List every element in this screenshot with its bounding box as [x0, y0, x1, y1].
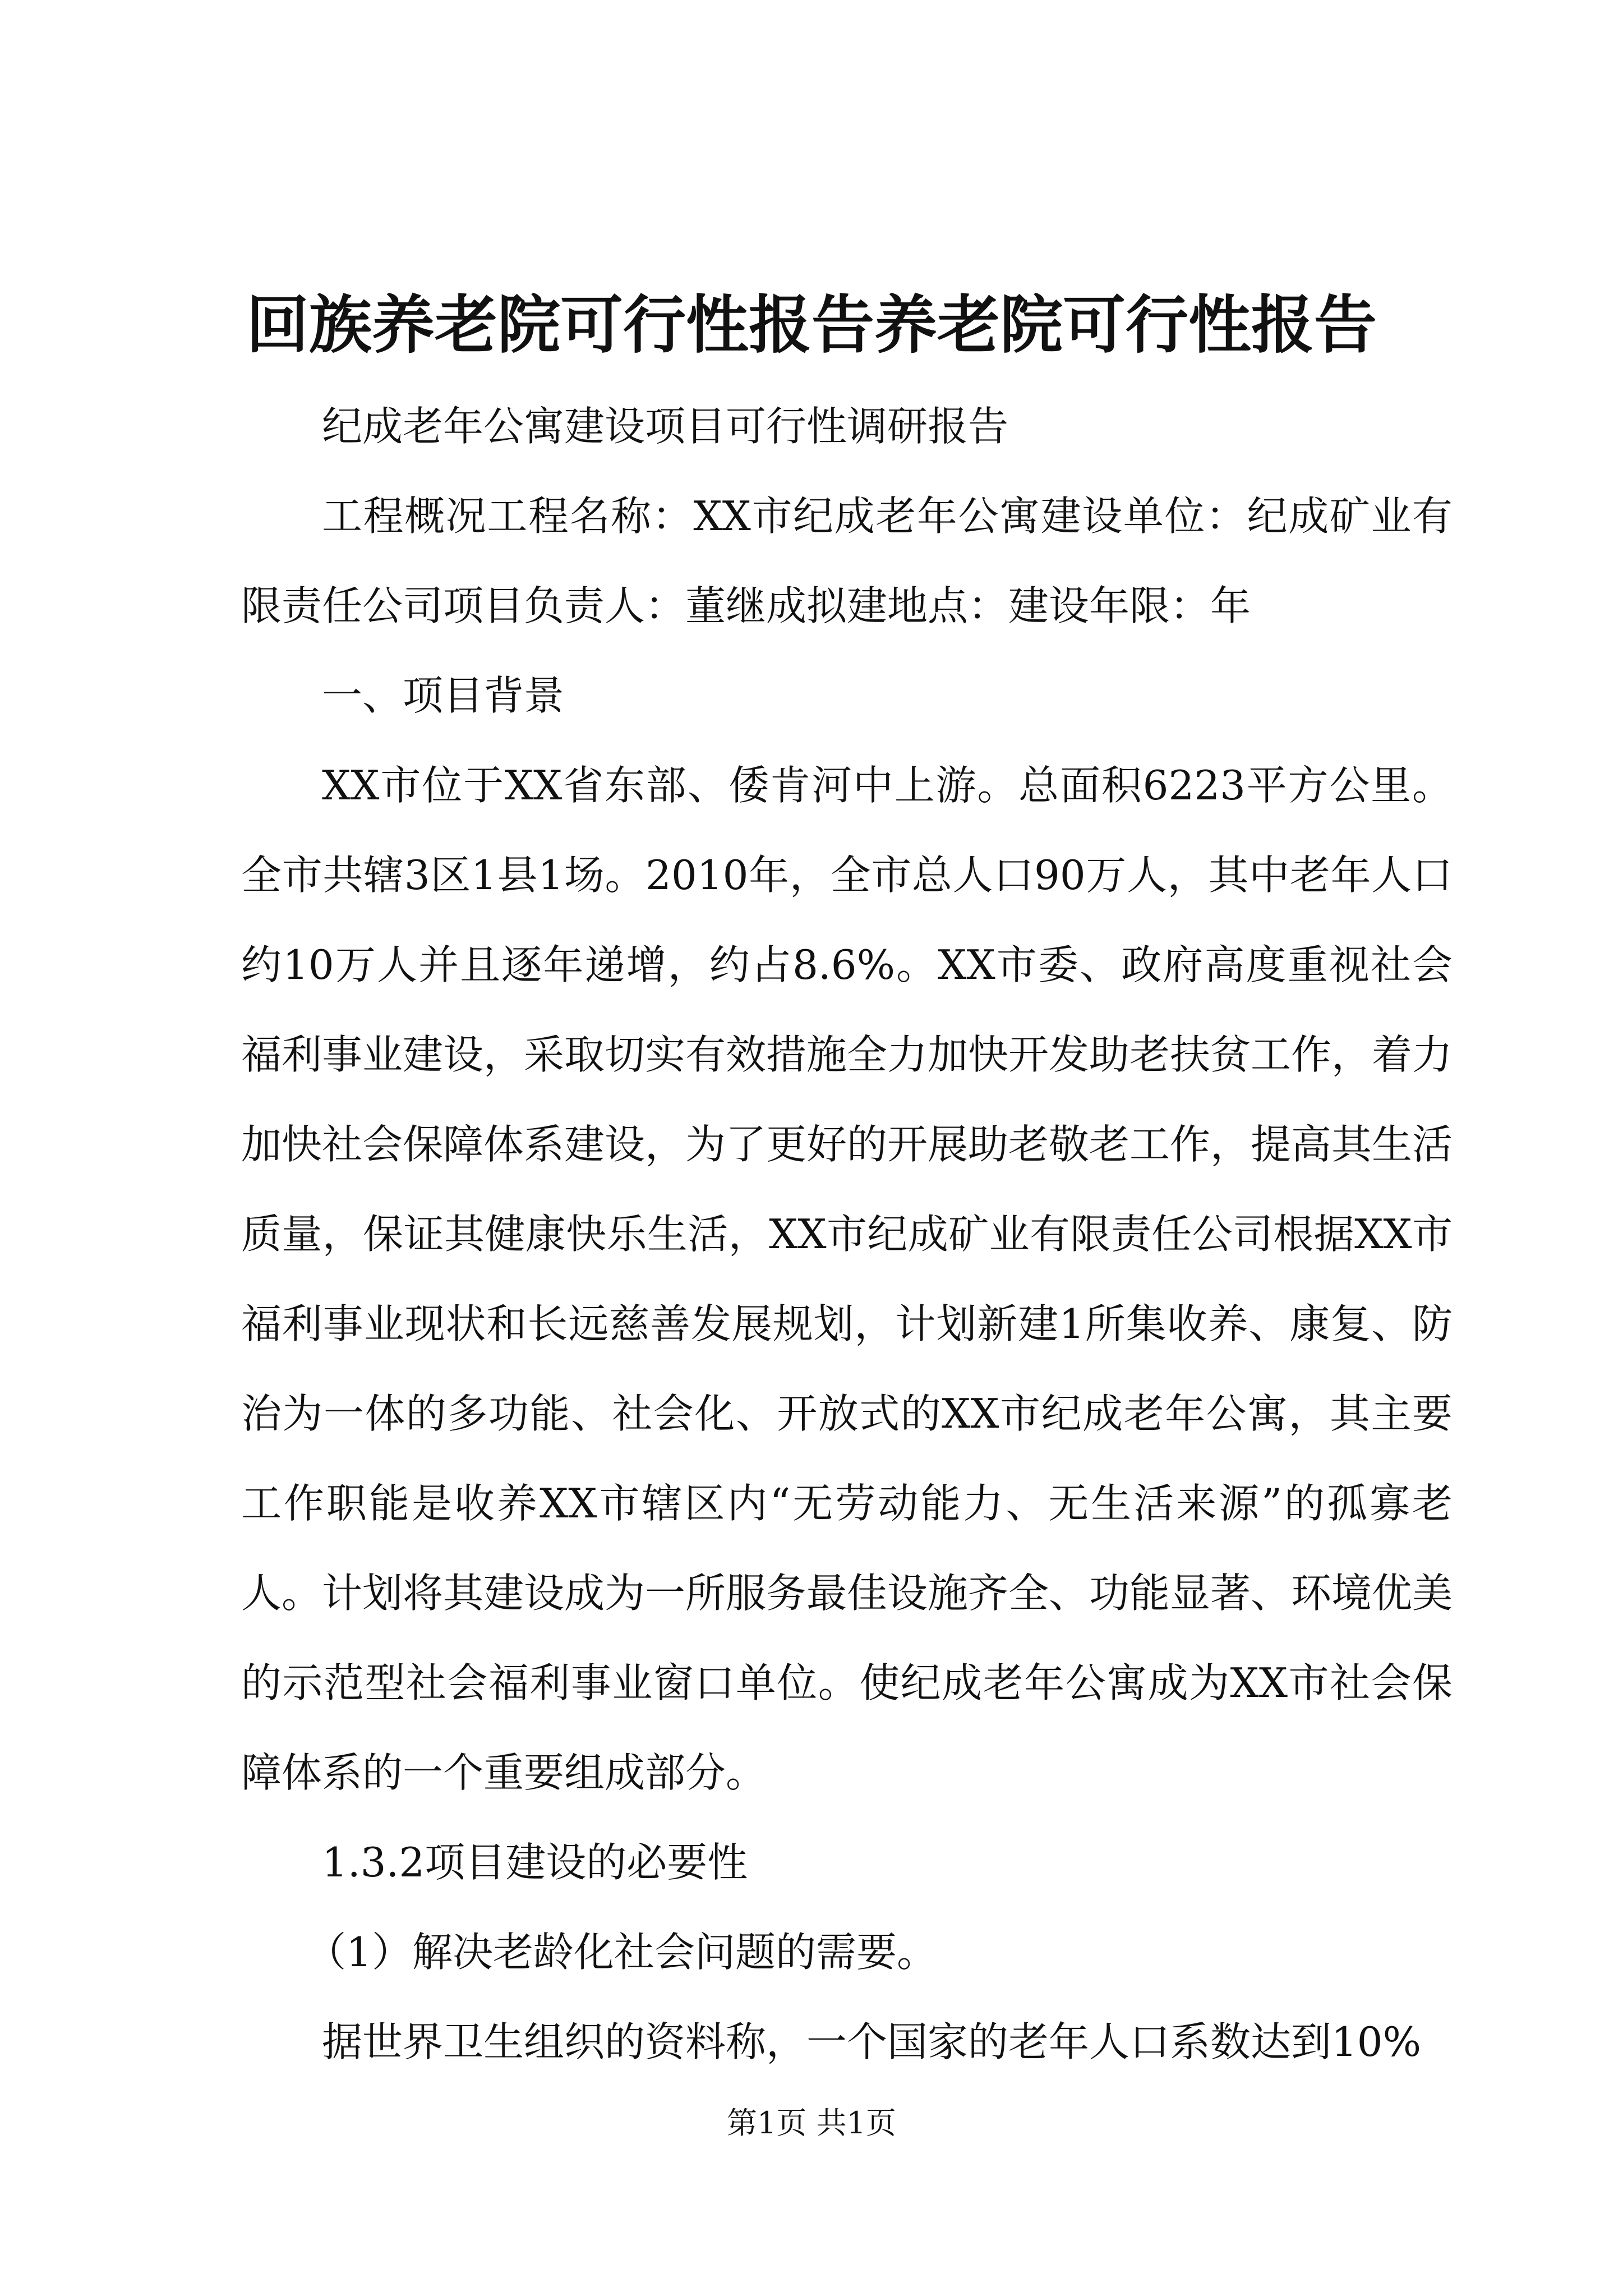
project-overview-paragraph: 工程概况工程名称：XX市纪成老年公寓建设单位：纪成矿业有限责任公司项目负责人：董继成拟建地点：建设年限：年: [241, 493, 1453, 629]
document-title: 回族养老院可行性报告养老院可行性报告: [246, 288, 1377, 362]
who-paragraph: 据世界卫生组织的资料称，一个国家的老年人口系数达到10%: [322, 2018, 1422, 2065]
background-paragraph: XX市位于XX省东部、倭肯河中上游。总面积6223平方公里。全市共辖3区1县1场。2010年，全市总人口90万人，其中老年人口约10万人并且逐年递增，约占8.6%。XX市委、政府高度重视社会福利事业建设，采取切实有效措施全力加快开发助老扶贫工作，着力加快社会保障体系建设，为了更好的开展助老敬老工作，提高其生活质量，保证其健康快乐生活，XX市纪成矿业有限责任公司根据XX市福利事业现状和长远慈善发展规划，计划新建1所集收养、康复、防治为一体的多功能、社会化、开放式的XX市纪成老年公寓，其主要工作职能是收养XX市辖区内“无劳动能力、无生活来源”的孤寡老人。计划将其建设成为一所服务最佳设施齐全、功能显著、环境优美的示范型社会福利事业窗口单位。使纪成老年公寓成为XX市社会保障体系的一个重要组成部分。: [241, 762, 1453, 1796]
subsection-heading-aging: （1）解决老龄化社会问题的需要。: [306, 1929, 937, 1976]
subtitle-paragraph: 纪成老年公寓建设项目可行性调研报告: [322, 403, 1009, 450]
section-heading-background: 一、项目背景: [322, 672, 565, 719]
document-body: [241, 381, 1453, 2087]
section-heading-necessity: 1.3.2项目建设的必要性: [322, 1839, 748, 1886]
page-footer: 第1页 共1页: [727, 2105, 896, 2141]
